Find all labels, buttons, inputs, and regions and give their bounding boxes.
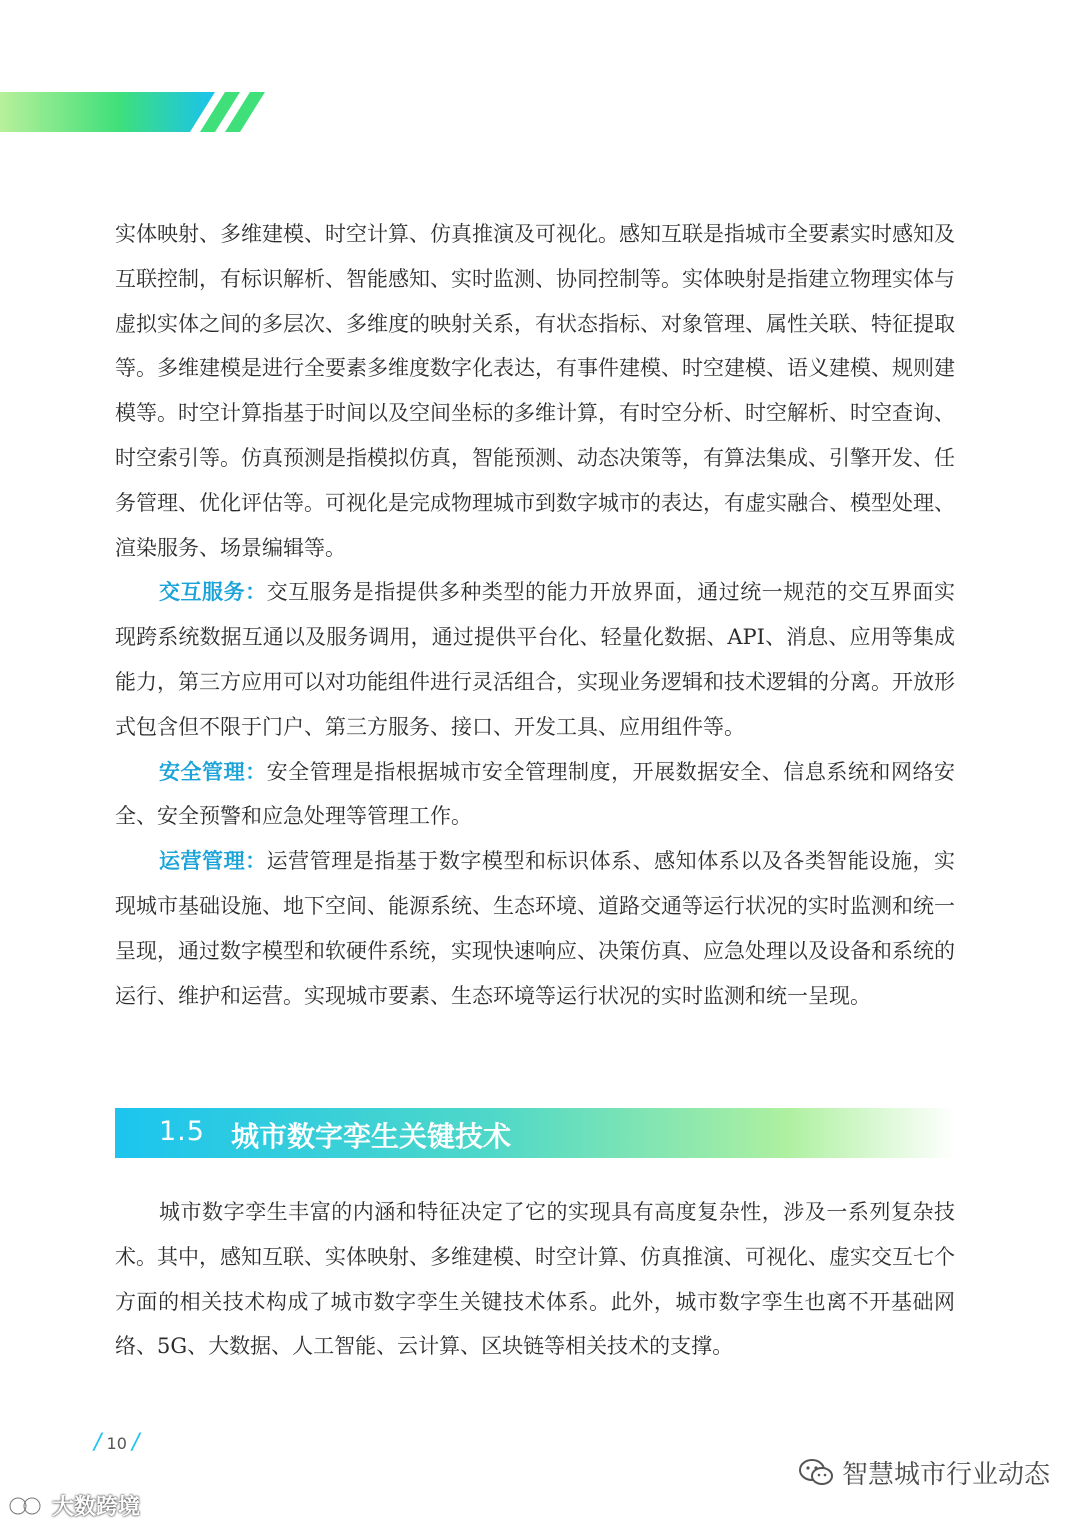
paragraph-text: 运营管理是指基于数字模型和标识体系、感知体系以及各类智能设施，实现城市基础设施、地下空间、能源系统、生态环境、道路交通等运行状况的实时监测和统一呈现，通过数字模型和软硬件系统，实现快速响应、决策仿真、应急处理以及设备和系统的运行、维护和运营。实现城市要素、生态环境等运行状况的实时监测和统一呈现。 [115, 849, 955, 1008]
watermark-right-text: 智慧城市行业动态 [841, 1460, 1050, 1490]
keyword-label: 运营管理： [159, 849, 267, 874]
section-paragraph: 城市数字孪生丰富的内涵和特征决定了它的实现具有高度复杂性，涉及一系列复杂技术。其中，感知互联、实体映射、多维建模、时空计算、仿真推演、可视化、虚实交互七个方面的相关技术构成了城市数字孪生关键技术体系。此外，城市数字孪生也离不开基础网络、5G、大数据、人工智能、云计算、区块链等相关技术的支撑。 [115, 1200, 955, 1359]
section-heading-bar [115, 1108, 955, 1158]
wechat-icon [798, 1458, 834, 1488]
page-number-text: 10 [106, 1434, 127, 1453]
section-number: 1.5 [159, 1116, 205, 1147]
paragraph-1: 实体映射、多维建模、时空计算、仿真推演及可视化。感知互联是指城市全要素实时感知及互联控制，有标识解析、智能感知、实时监测、协同控制等。实体映射是指建立物理实体与虚拟实体之间的多层次、多维度的映射关系，有状态指标、对象管理、属性关联、特征提取等。多维建模是进行全要素多维度数字化表达，有事件建模、时空建模、语义建模、规则建模等。时空计算指基于时间以及空间坐标的多维计算，有时空分析、时空解析、时空查询、时空索引等。仿真预测是指模拟仿真，智能预测、动态决策等，有算法集成、引擎开发、任务管理、优化评估等。可视化是完成物理城市到数字城市的表达，有虚实融合、模型处理、渲染服务、场景编辑等。 [115, 222, 955, 560]
header-stripe-graphic [0, 92, 280, 132]
watermark-wechat [798, 1454, 1050, 1491]
section-body [115, 1190, 955, 1369]
paragraph-text: 安全管理是指根据城市安全管理制度，开展数据安全、信息系统和网络安全、安全预警和应急处理等管理工作。 [115, 759, 955, 829]
paragraph-operations-management [115, 839, 955, 1018]
page-number: / 10 / [94, 1430, 140, 1455]
paragraph-security-management [115, 750, 955, 840]
watermark-left-text: 大数跨境 [52, 1495, 141, 1520]
paragraph-text: 交互服务是指提供多种类型的能力开放界面，通过统一规范的交互界面实现跨系统数据互通以及服务调用，通过提供平台化、轻量化数据、API、消息、应用等集成能力，第三方应用可以对功能组件进行灵活组合，实现业务逻辑和技术逻辑的分离。开放形式包含但不限于门户、第三方服务、接口、开发工具、应用组件等。 [115, 580, 955, 739]
keyword-label: 交互服务： [159, 580, 267, 605]
bigdata-logo-icon [8, 1493, 48, 1519]
watermark-bigdata [8, 1490, 140, 1521]
body-text [115, 212, 955, 1018]
section-title: 城市数字孪生关键技术 [231, 1120, 512, 1153]
paragraph-interaction-service [115, 570, 955, 749]
keyword-label: 安全管理： [159, 759, 267, 784]
